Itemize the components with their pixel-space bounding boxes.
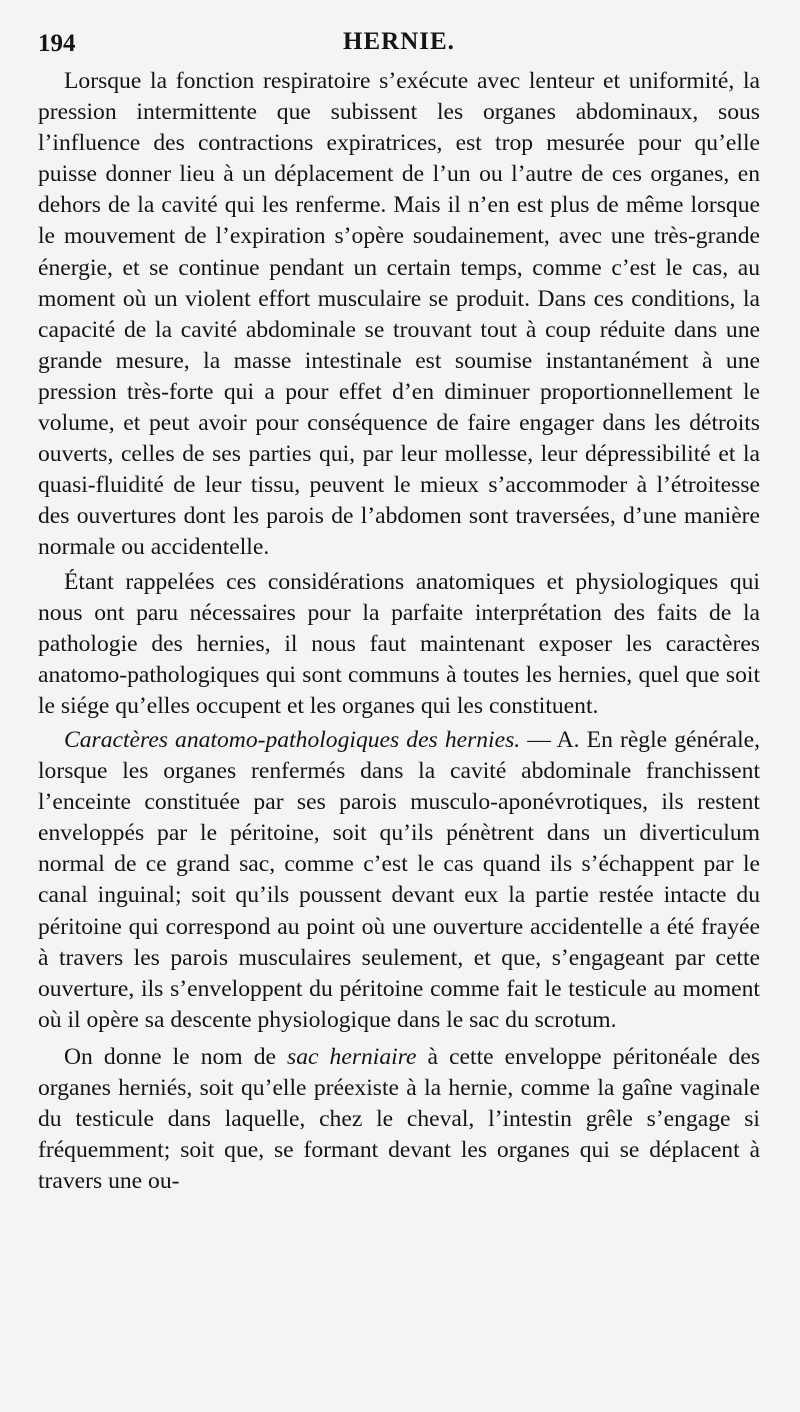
defined-term: sac herniaire	[287, 1043, 417, 1070]
paragraph-3	[38, 725, 760, 1036]
paragraph-4-before: On donne le nom de	[64, 1043, 288, 1070]
page-number: 194	[38, 30, 76, 57]
paragraph-3-text: — A. En règle générale, lorsque les organes renfermés dans la cavité abdominale franchissent l’enceinte constituée par ses parois musculo-aponévrotiques, ils restent enveloppés par le péritoine, soit qu’ils pénètrent dans un diverticulum normal de ce grand sac, comme c’est le cas quand ils s’échappent par le canal inguinal; soit qu’ils poussent devant eux la partie restée intacte du péritoine qui correspond au point où une ouverture accidentelle a été frayée à travers les parois musculaires seulement, et que, s’engageant par cette ouverture, ils s’enveloppent du péritoine comme fait le testicule au moment où il opère sa descente physiologique dans le sac du scrotum.	[38, 726, 760, 1033]
running-head	[38, 22, 760, 66]
paragraph-1: Lorsque la fonction respiratoire s’exécute avec lenteur et uniformité, la pression intermittente que subissent les organes abdominaux, sous l’influence des contractions expiratrices, est trop mesurée pour qu’elle puisse donner lieu à un déplacement de l’un ou l’autre de ces organes, en dehors de la cavité qui les renferme. Mais il n’en est plus de même lorsque le mouvement de l’expiration s’opère soudainement, avec une très-grande énergie, et se continue pendant un certain temps, comme c’est le cas, au moment où un violent effort musculaire se produit. Dans ces conditions, la capacité de la cavité abdominale se trouvant tout à coup réduite dans une grande mesure, la masse intestinale est soumise instantanément à une pression très-forte qui a pour effet d’en diminuer proportionnellement le volume, et peut avoir pour conséquence de faire engager dans les détroits ouverts, celles de ses parties qui, par leur mollesse, leur dépressibilité et la quasi-fluidité de leur tissu, peuvent le mieux s’accommoder à l’étroitesse des ouvertures dont les parois de l’abdomen sont traversées, d’une manière normale ou accidentelle.	[38, 68, 760, 561]
paragraph-4-after: à cette enveloppe péritonéale des organes herniés, soit qu’elle préexiste à la hernie, comme la gaîne vaginale du testicule dans laquelle, chez le cheval, l’intestin grêle s’engage si fréquemment; soit que, se formant devant les organes qui se déplacent à travers une ou-	[38, 1043, 761, 1195]
running-title: HERNIE.	[343, 28, 455, 55]
body-text	[38, 66, 760, 1197]
section-heading: Caractères anatomo-pathologiques des hernies.	[64, 726, 521, 753]
paragraph-4	[38, 1042, 760, 1197]
paragraph-2: Étant rappelées ces considérations anatomiques et physiologiques qui nous ont paru nécessaires pour la parfaite interprétation des faits de la pathologie des hernies, il nous faut maintenant exposer les caractères anatomo-pathologiques qui sont communs à toutes les hernies, quel que soit le siége qu’elles occupent et les organes qui les constituent.	[38, 568, 760, 719]
